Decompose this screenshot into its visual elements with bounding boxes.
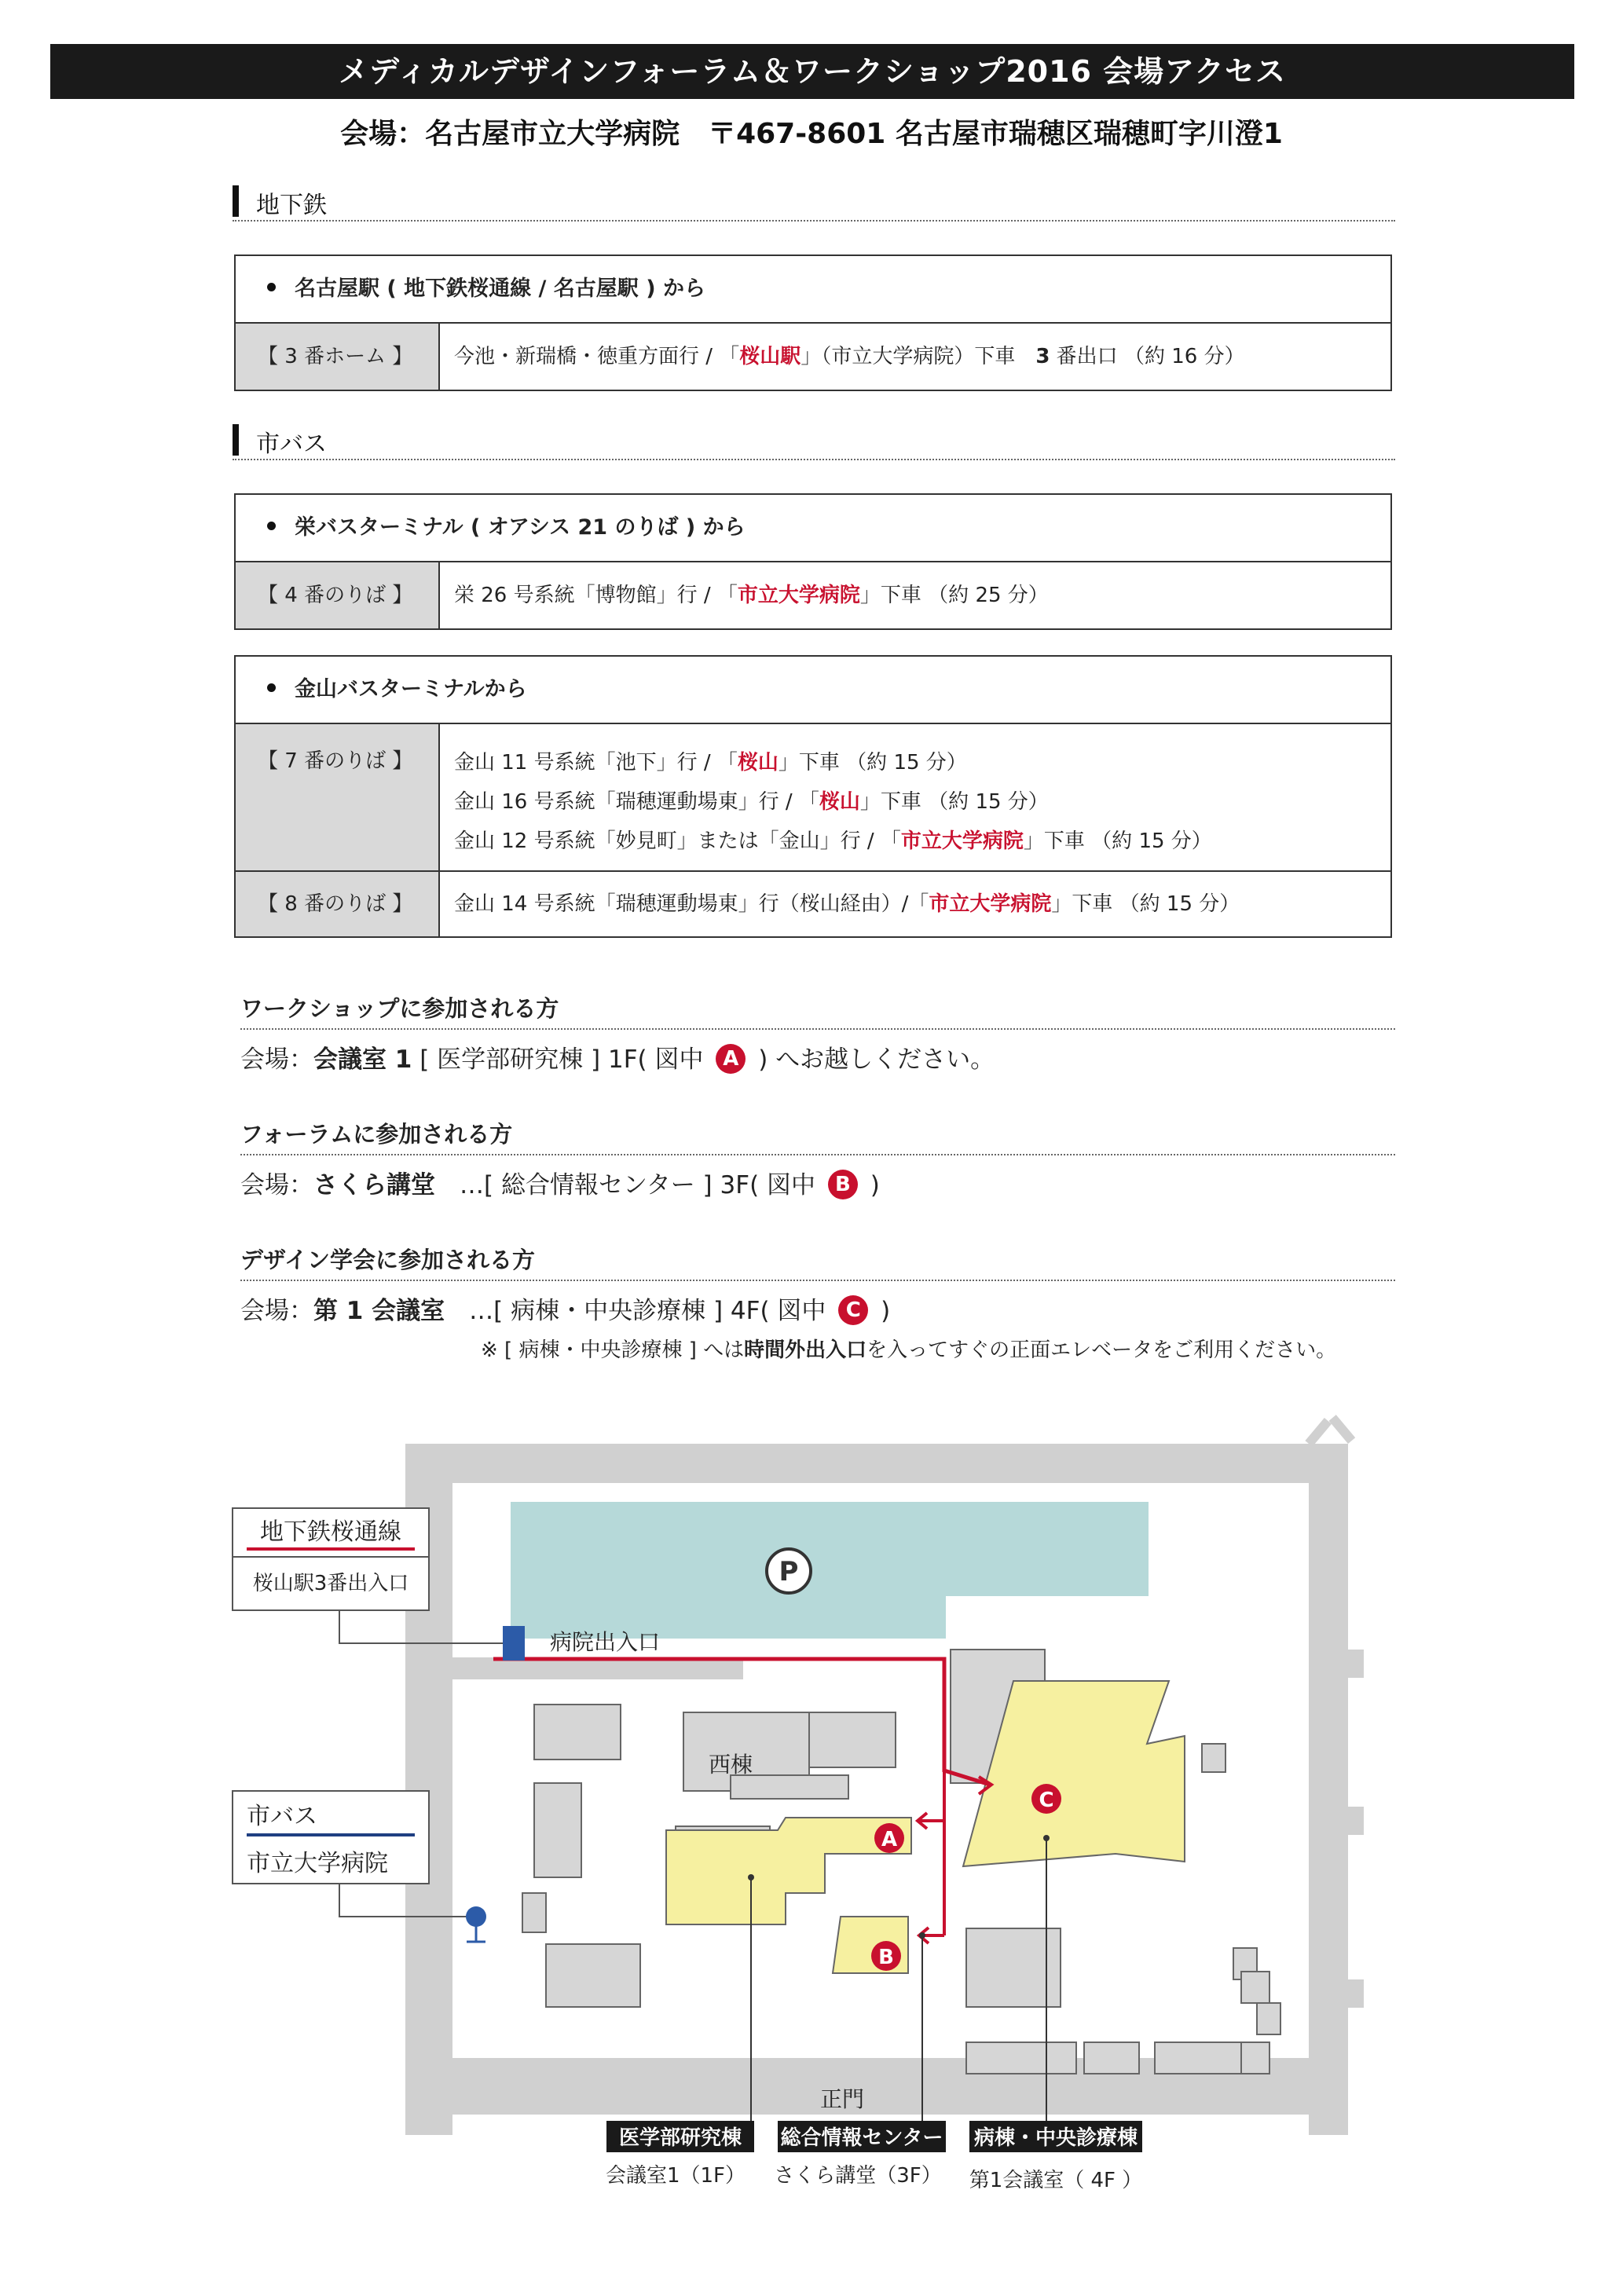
route-origin: 名古屋駅 ( 地下鉄桜通線 / 名古屋駅 ) から (236, 256, 1390, 324)
bus-route-box-kanayama (234, 655, 1392, 938)
section-marker (233, 185, 239, 217)
building-c-label: 病棟・中央診療棟 (973, 2126, 1138, 2150)
main-gate-label: 正門 (820, 2086, 865, 2112)
room-b-label: さくら講堂（3F） (774, 2164, 942, 2188)
parking-area (511, 1502, 1149, 1639)
route-detail: 今池・新瑞橋・徳重方面行 / 「桜山駅」（市立大学病院）下車 3 番出口 （約 16 分） (454, 345, 1245, 368)
elevator-note: ※ [ 病棟・中央診療棟 ] へは時間外出入口を入ってすぐの正面エレベータをご利用ください。 (481, 1338, 1337, 1362)
marker-a-label: A (881, 1828, 898, 1851)
marker-c-label: C (1039, 1789, 1054, 1812)
table-row (236, 324, 1390, 390)
hospital-entrance-label: 病院出入口 (550, 1629, 661, 1655)
route-detail: 金山 11 号系統「池下」行 / 「桜山」下車 （約 15 分） 金山 16 号系統「瑞穂運動場東」行 / 「桜山」下車 （約 15 分） 金山 12 号系統「妙見町」または「金山」行 / 「市立大学病院」下車 （約 15 分） (454, 751, 1212, 853)
building (546, 1944, 640, 2007)
building (1241, 1972, 1269, 2003)
bus-stop-label: 市立大学病院 (247, 1850, 388, 1877)
marker-a-icon: A (716, 1044, 746, 1074)
building-a-label: 医学部研究棟 (618, 2126, 742, 2150)
building (534, 1783, 581, 1877)
marker-c-icon: C (838, 1295, 868, 1325)
bus-stop-icon (466, 1906, 486, 1927)
bullet-icon (267, 683, 276, 692)
building (534, 1705, 621, 1760)
bullet-icon (267, 283, 276, 291)
info-detail: 会場：第 1 会議室 …[ 病棟・中央診療棟 ] 4F( 図中 C ) (240, 1291, 1395, 1327)
society-info (240, 1243, 1395, 1327)
building (1084, 2042, 1139, 2074)
section-subway (233, 182, 1395, 222)
page-title: メディカルデザインフォーラム＆ワークショップ2016 会場アクセス (50, 44, 1574, 99)
platform-label: 【 3 番ホーム 】 (236, 324, 440, 390)
workshop-info (240, 991, 1395, 1076)
table-row (236, 562, 1390, 628)
road-stub (1348, 1807, 1364, 1835)
subway-line-label: 地下鉄桜通線 (260, 1518, 401, 1546)
table-row (236, 724, 1390, 870)
section-title: 地下鉄 (256, 192, 327, 219)
road-stub (1348, 1650, 1364, 1678)
subway-exit-label: 桜山駅3番出入口 (252, 1572, 409, 1595)
bus-title-label: 市バス (247, 1803, 317, 1830)
leader-dot (919, 1932, 925, 1939)
buildings (522, 1650, 1280, 2074)
subway-entrance-icon (503, 1626, 525, 1661)
building (809, 1712, 896, 1767)
route-origin: 栄バスターミナル ( オアシス 21 のりば ) から (236, 495, 1390, 562)
route-arrow-icon (918, 1813, 944, 1829)
building (1241, 2042, 1269, 2074)
road-north (405, 1444, 1348, 1483)
section-bus (233, 421, 1395, 460)
marker-b-label: B (878, 1946, 894, 1969)
leader-dot (1043, 1835, 1050, 1841)
platform-label: 【 7 番のりば 】 (236, 724, 440, 870)
west-building-label: 西棟 (709, 1752, 753, 1778)
room-a-label: 会議室1（1F） (605, 2164, 746, 2188)
route-detail: 栄 26 号系統「博物館」行 / 「市立大学病院」下車 （約 25 分） (454, 584, 1049, 607)
route-origin: 金山バスターミナルから (236, 657, 1390, 724)
road-stub (1348, 1979, 1364, 2008)
platform-label: 【 4 番のりば 】 (236, 562, 440, 628)
bus-route-box-sakae (234, 493, 1392, 630)
subway-route-box (234, 255, 1392, 391)
platform-label: 【 8 番のりば 】 (236, 872, 440, 936)
section-title: 市バス (256, 430, 327, 458)
building (1257, 2003, 1280, 2034)
building (1202, 1744, 1225, 1772)
info-detail: 会場：さくら講堂 …[ 総合情報センター ] 3F( 図中 B ) (240, 1165, 1395, 1202)
info-title: ワークショップに参加される方 (240, 991, 1395, 1030)
room-c-label: 第1会議室（ 4F ） (969, 2169, 1143, 2192)
building-b-label: 総合情報センター (780, 2126, 943, 2150)
parking-symbol: P (779, 1556, 799, 1587)
medical-research-building (666, 1818, 911, 1924)
bullet-icon (267, 522, 276, 530)
info-title: デザイン学会に参加される方 (240, 1243, 1395, 1281)
campus-map (220, 1414, 1398, 2223)
building (522, 1893, 546, 1932)
section-marker (233, 424, 239, 456)
info-title: フォーラムに参加される方 (240, 1117, 1395, 1155)
road-diagonal (1329, 1415, 1356, 1444)
marker-b-icon: B (828, 1170, 858, 1199)
table-row (236, 870, 1390, 936)
leader-dot (748, 1874, 754, 1880)
info-detail: 会場：会議室 1 [ 医学部研究棟 ] 1F( 図中 A ) へお越しください。 (240, 1039, 1395, 1076)
building (731, 1775, 848, 1799)
building (1155, 2042, 1241, 2074)
road-east (1309, 1444, 1348, 2135)
venue-address: 会場：名古屋市立大学病院 〒467-8601 名古屋市瑞穂区瑞穂町字川澄1 (340, 118, 1283, 150)
road-diagonal (1305, 1418, 1332, 1447)
building (966, 2042, 1076, 2074)
route-detail: 金山 14 号系統「瑞穂運動場東」行（桜山経由）/「市立大学病院」下車 （約 15 分） (454, 892, 1240, 916)
forum-info (240, 1117, 1395, 1202)
